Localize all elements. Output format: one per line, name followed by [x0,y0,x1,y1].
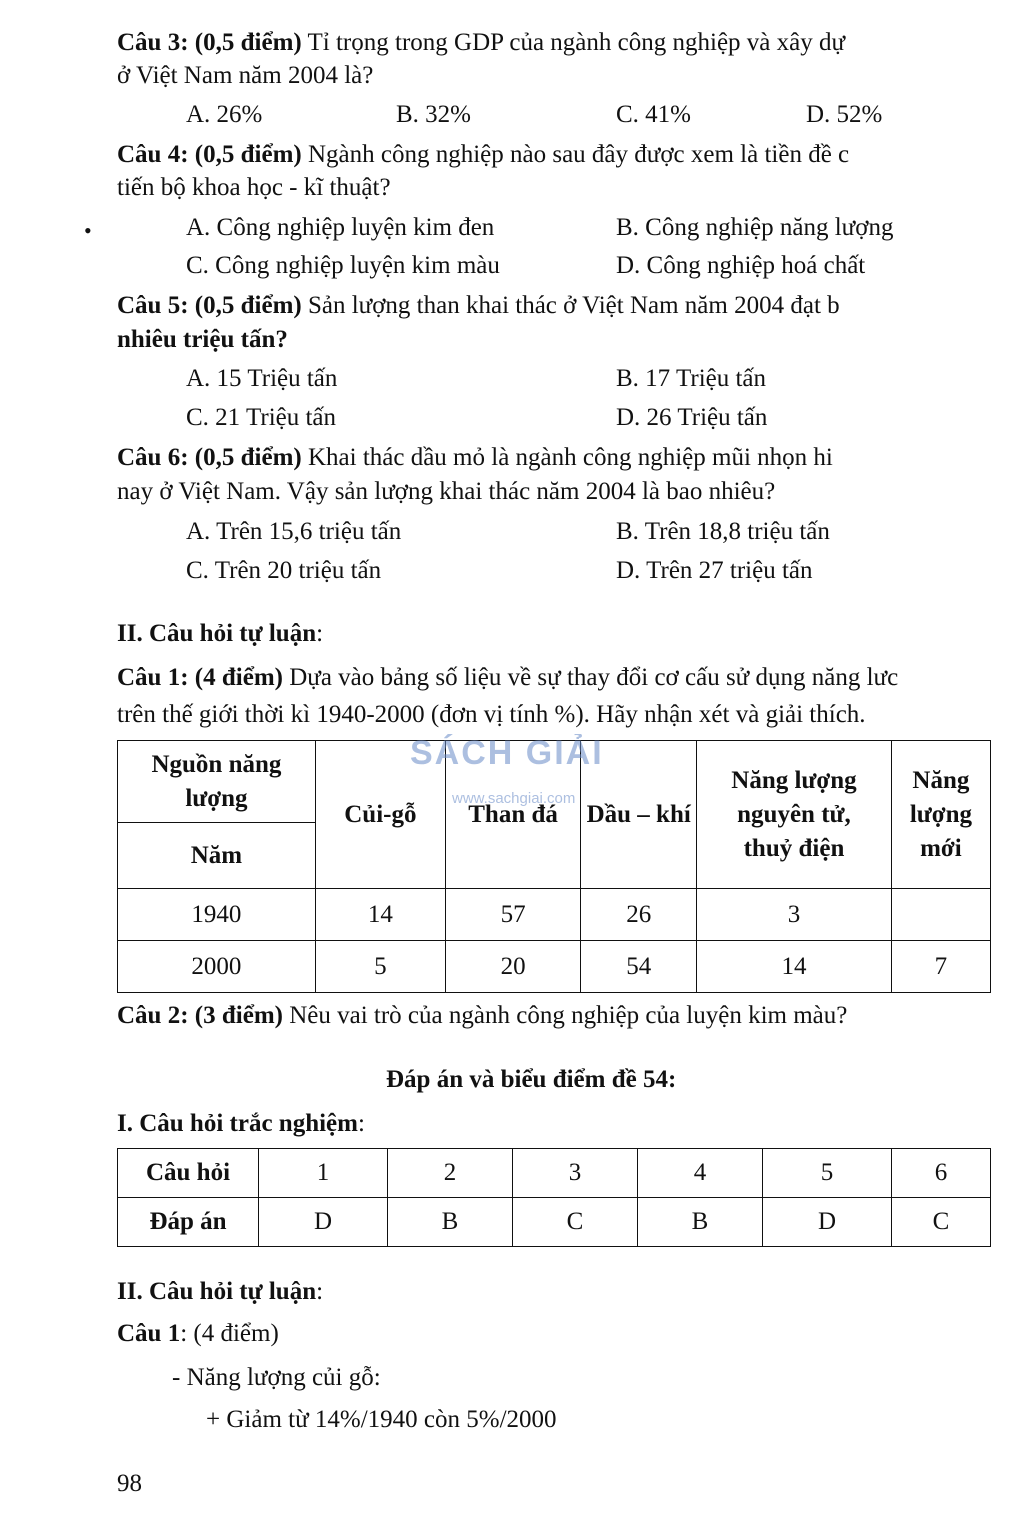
question-points: : (4 điểm) [180,1320,279,1347]
question-points: : (4 điểm) [180,664,283,691]
corner-bottom-cell: Năm [118,823,316,889]
question-text-bold: nhiêu triệu tấn? [117,326,288,353]
value-cell: 7 [891,941,990,993]
row-label: Câu hỏi [118,1149,259,1198]
section-heading-suffix: : [316,620,324,647]
question-points: : (0,5 điểm) [180,29,302,56]
answer-bullet-1: - Năng lượng củi gỗ: [172,1364,381,1391]
q4-option-b: B. Công nghiệp năng lượng [616,214,894,241]
answer-bullet-1a: + Giảm từ 14%/1940 còn 5%/2000 [206,1406,557,1433]
question-label: Câu 6 [117,444,181,471]
section-heading-text: I. Câu hỏi trắc nghiệm [117,1110,358,1137]
question-label: Câu 5 [117,292,181,319]
answer-cell: C [892,1198,991,1247]
question-text: Ngành công nghiệp nào sau đây được xem là tiền đề c [301,141,850,168]
q4-option-c: C. Công nghiệp luyện kim màu [186,252,500,279]
question-4-line-1 [117,139,849,171]
q6-option-d: D. Trên 27 triệu tấn [616,557,813,584]
question-number-cell: 3 [513,1149,638,1198]
question-points: : (0,5 điểm) [180,444,302,471]
question-points: : (0,5 điểm) [180,292,302,319]
section-heading-suffix: : [316,1278,324,1305]
value-cell: 54 [581,941,697,993]
question-points: : (0,5 điểm) [180,141,302,168]
section-heading-suffix: : [357,1110,365,1137]
answer-key-table [117,1148,991,1247]
q3-option-b: B. 32% [396,101,471,128]
value-cell: 57 [445,889,580,941]
q3-option-c: C. 41% [616,101,691,128]
answer-cell: C [513,1198,638,1247]
question-5-line-2 [117,324,288,356]
answer-section-1-heading [117,1108,365,1140]
q6-option-b: B. Trên 18,8 triệu tấn [616,518,830,545]
value-cell: 26 [581,889,697,941]
question-3-line-2: ở Việt Nam năm 2004 là? [117,62,374,89]
answer-cell: B [638,1198,763,1247]
value-cell: 5 [315,941,445,993]
q5-option-a: A. 15 Triệu tấn [186,365,338,392]
question-number-cell: 6 [892,1149,991,1198]
table-row [118,1149,991,1198]
answer-section-2-heading [117,1276,323,1308]
q5-option-d: D. 26 Triệu tấn [616,404,768,431]
essay-answer-q1 [117,1318,279,1350]
essay-q1-line-1 [117,662,898,694]
q4-option-d: D. Công nghiệp hoá chất [616,252,866,279]
q6-option-a: A. Trên 15,6 triệu tấn [186,518,402,545]
row-label: Đáp án [118,1198,259,1247]
column-header: Dầu – khí [581,741,697,889]
column-header: Năng lượng nguyên tử, thuỷ điện [697,741,892,889]
question-6-line-2: nay ở Việt Nam. Vậy sản lượng khai thác năm 2004 là bao nhiêu? [117,478,776,505]
q3-option-a: A. 26% [186,101,263,128]
value-cell: 3 [697,889,892,941]
stray-dot-mark: • [84,218,92,243]
answer-cell: D [763,1198,892,1247]
question-3-line-1 [117,27,845,59]
question-number-cell: 5 [763,1149,892,1198]
section-heading-text: II. Câu hỏi tự luận [117,1278,317,1305]
table-row [118,941,991,993]
essay-q2-line [117,1000,847,1032]
answer-cell: D [259,1198,388,1247]
energy-structure-table [117,740,991,993]
q3-option-d: D. 52% [806,101,883,128]
table-row [118,889,991,941]
q5-option-c: C. 21 Triệu tấn [186,404,337,431]
question-label: Câu 2 [117,1002,181,1029]
question-points: : (3 điểm) [180,1002,283,1029]
corner-top-cell: Nguồn năng lượng [118,741,316,823]
section-heading-text: II. Câu hỏi tự luận [117,620,317,647]
question-text: Tỉ trọng trong GDP của ngành công nghiệp và xây dự [301,29,846,56]
column-header: Năng lượng mới [891,741,990,889]
answer-cell: B [388,1198,513,1247]
question-text: Nêu vai trò của ngành công nghiệp của luyện kim màu? [282,1002,848,1029]
column-header: Củi-gỗ [315,741,445,889]
question-label: Câu 4 [117,141,181,168]
year-cell: 1940 [118,889,316,941]
table-row [118,1198,991,1247]
page-number: 98 [117,1470,142,1497]
q5-option-b: B. 17 Triệu tấn [616,365,767,392]
question-6-line-1 [117,442,833,474]
question-number-cell: 2 [388,1149,513,1198]
essay-q1-line-2: trên thế giới thời kì 1940-2000 (đơn vị tính %). Hãy nhận xét và giải thích. [117,701,866,728]
value-cell: 14 [697,941,892,993]
column-header: Than đá [445,741,580,889]
value-cell: 14 [315,889,445,941]
question-label: Câu 1 [117,1320,181,1347]
answer-key-title: Đáp án và biểu điểm đề 54: [386,1066,677,1093]
watermark-logo: SÁCH GIẢI [410,734,604,772]
watermark-url: www.sachgiai.com [452,790,576,807]
value-cell [891,889,990,941]
question-label: Câu 1 [117,664,181,691]
question-text: Khai thác dầu mỏ là ngành công nghiệp mũi nhọn hi [301,444,833,471]
value-cell: 20 [445,941,580,993]
question-text: Sản lượng than khai thác ở Việt Nam năm 2004 đạt b [301,292,840,319]
q4-option-a: A. Công nghiệp luyện kim đen [186,214,495,241]
section-2-heading [117,618,323,650]
year-cell: 2000 [118,941,316,993]
q6-option-c: C. Trên 20 triệu tấn [186,557,382,584]
question-number-cell: 4 [638,1149,763,1198]
question-text: Dựa vào bảng số liệu về sự thay đổi cơ cấu sử dụng năng lưc [282,664,899,691]
question-label: Câu 3 [117,29,181,56]
question-4-line-2: tiến bộ khoa học - kĩ thuật? [117,174,391,201]
question-5-line-1 [117,290,840,322]
question-number-cell: 1 [259,1149,388,1198]
